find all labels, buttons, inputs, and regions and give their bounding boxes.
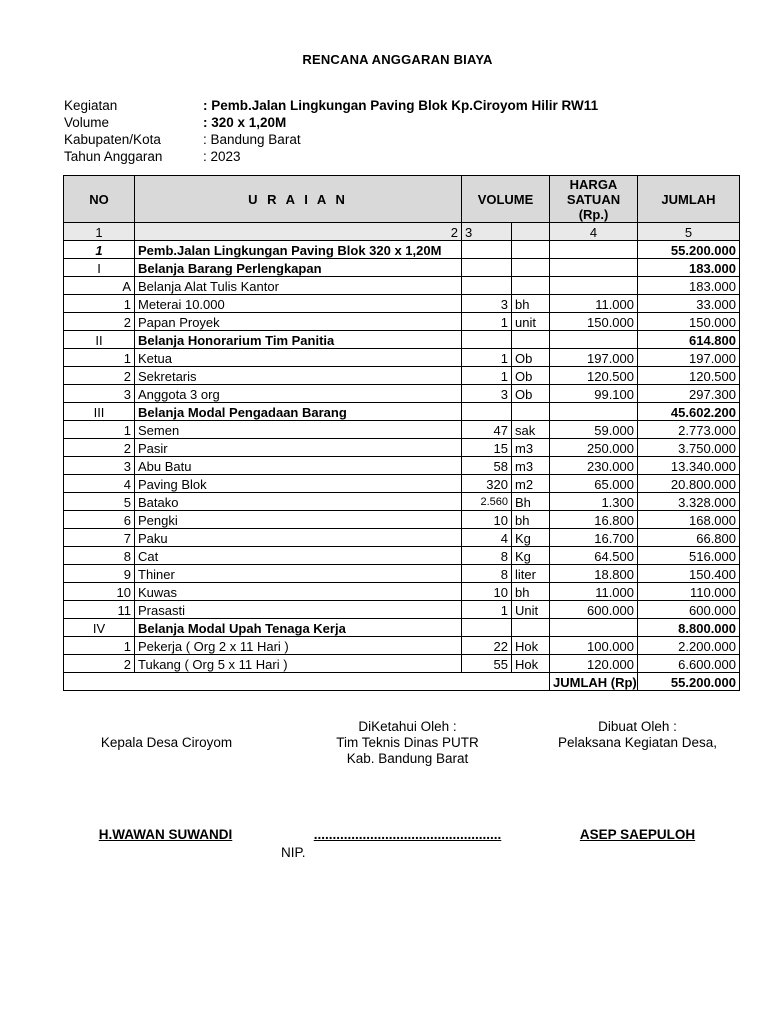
row-unit-price: 230.000 — [550, 457, 638, 475]
row-unit-price: 120.000 — [550, 655, 638, 673]
grand-total-value: 55.200.000 — [638, 673, 740, 691]
row-unit — [512, 277, 550, 295]
row-unit-price — [550, 619, 638, 637]
info-label: Tahun Anggaran — [64, 149, 163, 164]
info-row — [64, 131, 598, 148]
index-cell: 4 — [550, 223, 638, 241]
row-total: 6.600.000 — [638, 655, 740, 673]
row-number: 1 — [64, 295, 135, 313]
row-quantity: 22 — [462, 637, 512, 655]
table-row — [64, 367, 740, 385]
signature-middle-line3: Kab. Bandung Barat — [346, 751, 469, 766]
header-volume: VOLUME — [462, 176, 550, 223]
row-quantity — [462, 259, 512, 277]
table-row — [64, 349, 740, 367]
table-row — [64, 493, 740, 511]
row-total: 150.000 — [638, 313, 740, 331]
row-total: 110.000 — [638, 583, 740, 601]
row-total: 614.800 — [638, 331, 740, 349]
row-unit-price: 1.300 — [550, 493, 638, 511]
row-total: 197.000 — [638, 349, 740, 367]
index-cell: 1 — [64, 223, 135, 241]
row-number: A — [64, 277, 135, 295]
signature-middle-name: .................................................. — [313, 827, 502, 842]
table-row — [64, 313, 740, 331]
row-number: IV — [64, 619, 135, 637]
index-cell — [512, 223, 550, 241]
row-description: Thiner — [135, 565, 462, 583]
table-row — [64, 601, 740, 619]
signature-middle-nip: NIP. — [281, 845, 306, 860]
row-number: 2 — [64, 367, 135, 385]
row-total: 168.000 — [638, 511, 740, 529]
row-total: 8.800.000 — [638, 619, 740, 637]
row-number: 3 — [64, 385, 135, 403]
info-value: : Bandung Barat — [203, 132, 301, 147]
row-quantity: 1 — [462, 313, 512, 331]
row-number: 6 — [64, 511, 135, 529]
info-row — [64, 114, 598, 131]
row-quantity: 1 — [462, 367, 512, 385]
row-total: 516.000 — [638, 547, 740, 565]
row-number: 5 — [64, 493, 135, 511]
info-label: Kegiatan — [64, 98, 118, 113]
row-number: 2 — [64, 313, 135, 331]
table-row — [64, 439, 740, 457]
table-row — [64, 475, 740, 493]
header-harga-line2: SATUAN — [566, 191, 621, 207]
table-row — [64, 583, 740, 601]
row-unit: Ob — [512, 349, 550, 367]
row-unit: liter — [512, 565, 550, 583]
row-description: Pemb.Jalan Lingkungan Paving Blok 320 x 1,20M — [135, 241, 462, 259]
row-unit: Hok — [512, 655, 550, 673]
table-row — [64, 655, 740, 673]
row-total: 183.000 — [638, 259, 740, 277]
signature-middle-line1: DiKetahui Oleh : — [358, 719, 457, 734]
index-cell: 3 — [462, 223, 512, 241]
row-description: Belanja Alat Tulis Kantor — [135, 277, 462, 295]
row-unit — [512, 241, 550, 259]
row-unit: m3 — [512, 439, 550, 457]
row-description: Anggota 3 org — [135, 385, 462, 403]
column-index-row — [64, 223, 740, 241]
row-unit-price — [550, 241, 638, 259]
row-total: 600.000 — [638, 601, 740, 619]
signature-middle-line2: Tim Teknis Dinas PUTR — [336, 735, 479, 750]
row-quantity — [462, 331, 512, 349]
header-uraian: U R A I A N — [135, 176, 462, 223]
info-value: : 320 x 1,20M — [203, 115, 287, 130]
table-row — [64, 637, 740, 655]
table-row — [64, 403, 740, 421]
row-total: 297.300 — [638, 385, 740, 403]
table-row — [64, 259, 740, 277]
table-row — [64, 331, 740, 349]
row-unit-price — [550, 259, 638, 277]
row-unit-price: 99.100 — [550, 385, 638, 403]
row-total: 13.340.000 — [638, 457, 740, 475]
row-number: 2 — [64, 439, 135, 457]
table-row — [64, 547, 740, 565]
row-unit: unit — [512, 313, 550, 331]
signature-middle-name-block — [300, 827, 515, 843]
row-description: Papan Proyek — [135, 313, 462, 331]
total-spacer — [64, 673, 550, 691]
row-unit: Ob — [512, 385, 550, 403]
row-number: 9 — [64, 565, 135, 583]
grand-total-label: JUMLAH (Rp) — [550, 673, 638, 691]
row-number: 1 — [64, 637, 135, 655]
signature-right-name: ASEP SAEPULOH — [579, 827, 696, 842]
row-number: 8 — [64, 547, 135, 565]
row-description: Semen — [135, 421, 462, 439]
row-unit-price — [550, 277, 638, 295]
row-unit: bh — [512, 583, 550, 601]
row-quantity: 2.560 — [462, 493, 512, 511]
index-cell: 5 — [638, 223, 740, 241]
row-total: 2.773.000 — [638, 421, 740, 439]
row-quantity: 1 — [462, 601, 512, 619]
info-value: : 2023 — [203, 149, 241, 164]
table-header-row — [64, 176, 740, 223]
row-total: 120.500 — [638, 367, 740, 385]
row-unit: bh — [512, 511, 550, 529]
info-row — [64, 148, 598, 165]
row-unit-price: 250.000 — [550, 439, 638, 457]
row-description: Batako — [135, 493, 462, 511]
table-row — [64, 385, 740, 403]
row-quantity: 15 — [462, 439, 512, 457]
row-total: 55.200.000 — [638, 241, 740, 259]
row-unit-price: 120.500 — [550, 367, 638, 385]
row-unit-price: 600.000 — [550, 601, 638, 619]
row-description: Meterai 10.000 — [135, 295, 462, 313]
row-number: 1 — [64, 421, 135, 439]
row-total: 3.750.000 — [638, 439, 740, 457]
row-unit-price: 65.000 — [550, 475, 638, 493]
row-unit: Kg — [512, 547, 550, 565]
row-total: 3.328.000 — [638, 493, 740, 511]
row-unit-price: 18.800 — [550, 565, 638, 583]
row-unit — [512, 331, 550, 349]
row-description: Abu Batu — [135, 457, 462, 475]
signature-left-name-block — [78, 827, 253, 843]
row-description: Belanja Modal Upah Tenaga Kerja — [135, 619, 462, 637]
signature-right-name-block — [555, 827, 720, 843]
info-label: Kabupaten/Kota — [64, 132, 161, 147]
table-row — [64, 619, 740, 637]
row-quantity: 10 — [462, 583, 512, 601]
row-unit: m3 — [512, 457, 550, 475]
row-description: Pengki — [135, 511, 462, 529]
row-unit: Unit — [512, 601, 550, 619]
row-description: Kuwas — [135, 583, 462, 601]
row-total: 66.800 — [638, 529, 740, 547]
signature-right-line1: Dibuat Oleh : — [598, 719, 677, 734]
row-number: 3 — [64, 457, 135, 475]
row-total: 45.602.200 — [638, 403, 740, 421]
row-quantity — [462, 403, 512, 421]
row-number: II — [64, 331, 135, 349]
header-harga-line1: HARGA — [569, 176, 618, 192]
table-row — [64, 241, 740, 259]
row-number: 7 — [64, 529, 135, 547]
row-total: 2.200.000 — [638, 637, 740, 655]
row-unit-price: 64.500 — [550, 547, 638, 565]
row-number: 11 — [64, 601, 135, 619]
document-title: RENCANA ANGGARAN BIAYA — [302, 52, 493, 67]
row-unit-price: 11.000 — [550, 295, 638, 313]
row-quantity — [462, 619, 512, 637]
row-quantity: 58 — [462, 457, 512, 475]
table-row — [64, 511, 740, 529]
row-quantity: 4 — [462, 529, 512, 547]
row-description: Pasir — [135, 439, 462, 457]
row-total: 33.000 — [638, 295, 740, 313]
signature-middle — [300, 719, 515, 767]
row-quantity: 3 — [462, 295, 512, 313]
row-description: Belanja Honorarium Tim Panitia — [135, 331, 462, 349]
row-unit-price: 150.000 — [550, 313, 638, 331]
info-row — [64, 97, 598, 114]
row-unit — [512, 619, 550, 637]
table-row — [64, 565, 740, 583]
row-quantity: 3 — [462, 385, 512, 403]
row-total: 150.400 — [638, 565, 740, 583]
row-description: Belanja Modal Pengadaan Barang — [135, 403, 462, 421]
row-number: 4 — [64, 475, 135, 493]
table-row — [64, 529, 740, 547]
table-row — [64, 421, 740, 439]
row-number: 10 — [64, 583, 135, 601]
row-unit-price — [550, 403, 638, 421]
row-unit-price: 16.700 — [550, 529, 638, 547]
row-number: I — [64, 259, 135, 277]
row-number: 1 — [64, 349, 135, 367]
row-unit: Hok — [512, 637, 550, 655]
signature-left-name: H.WAWAN SUWANDI — [98, 827, 233, 842]
signature-right — [535, 719, 740, 751]
header-harga-line3: (Rp.) — [578, 206, 609, 222]
row-description: Belanja Barang Perlengkapan — [135, 259, 462, 277]
row-description: Paku — [135, 529, 462, 547]
budget-table — [63, 175, 740, 691]
row-unit — [512, 259, 550, 277]
row-quantity: 8 — [462, 547, 512, 565]
activity-info — [64, 97, 598, 165]
row-description: Cat — [135, 547, 462, 565]
signature-left-title: Kepala Desa Ciroyom — [100, 735, 233, 750]
signature-right-line2: Pelaksana Kegiatan Desa, — [557, 735, 718, 750]
row-unit-price: 197.000 — [550, 349, 638, 367]
row-unit-price: 59.000 — [550, 421, 638, 439]
header-no: NO — [64, 176, 135, 223]
row-description: Pekerja ( Org 2 x 11 Hari ) — [135, 637, 462, 655]
row-quantity: 55 — [462, 655, 512, 673]
row-description: Ketua — [135, 349, 462, 367]
row-unit-price: 11.000 — [550, 583, 638, 601]
row-unit: Ob — [512, 367, 550, 385]
row-number: 2 — [64, 655, 135, 673]
row-quantity — [462, 241, 512, 259]
row-quantity: 320 — [462, 475, 512, 493]
row-total: 183.000 — [638, 277, 740, 295]
header-harga-satuan — [550, 176, 638, 223]
row-description: Prasasti — [135, 601, 462, 619]
row-description: Sekretaris — [135, 367, 462, 385]
info-label: Volume — [64, 115, 110, 130]
row-total: 20.800.000 — [638, 475, 740, 493]
row-quantity — [462, 277, 512, 295]
row-description: Paving Blok — [135, 475, 462, 493]
row-quantity: 10 — [462, 511, 512, 529]
row-number: III — [64, 403, 135, 421]
row-unit-price: 16.800 — [550, 511, 638, 529]
row-number: 1 — [64, 241, 135, 259]
header-jumlah: JUMLAH — [638, 176, 740, 223]
table-row — [64, 457, 740, 475]
row-description: Tukang ( Org 5 x 11 Hari ) — [135, 655, 462, 673]
table-row — [64, 295, 740, 313]
row-quantity: 8 — [462, 565, 512, 583]
row-quantity: 1 — [462, 349, 512, 367]
index-cell: 2 — [135, 223, 462, 241]
row-unit: Bh — [512, 493, 550, 511]
row-unit: sak — [512, 421, 550, 439]
row-unit-price: 100.000 — [550, 637, 638, 655]
row-unit: m2 — [512, 475, 550, 493]
row-unit-price — [550, 331, 638, 349]
row-quantity: 47 — [462, 421, 512, 439]
row-unit — [512, 403, 550, 421]
row-unit: bh — [512, 295, 550, 313]
info-value: : Pemb.Jalan Lingkungan Paving Blok Kp.Ciroyom Hilir RW11 — [203, 98, 599, 113]
row-unit: Kg — [512, 529, 550, 547]
signature-left — [64, 735, 269, 751]
table-row — [64, 277, 740, 295]
grand-total-row — [64, 673, 740, 691]
